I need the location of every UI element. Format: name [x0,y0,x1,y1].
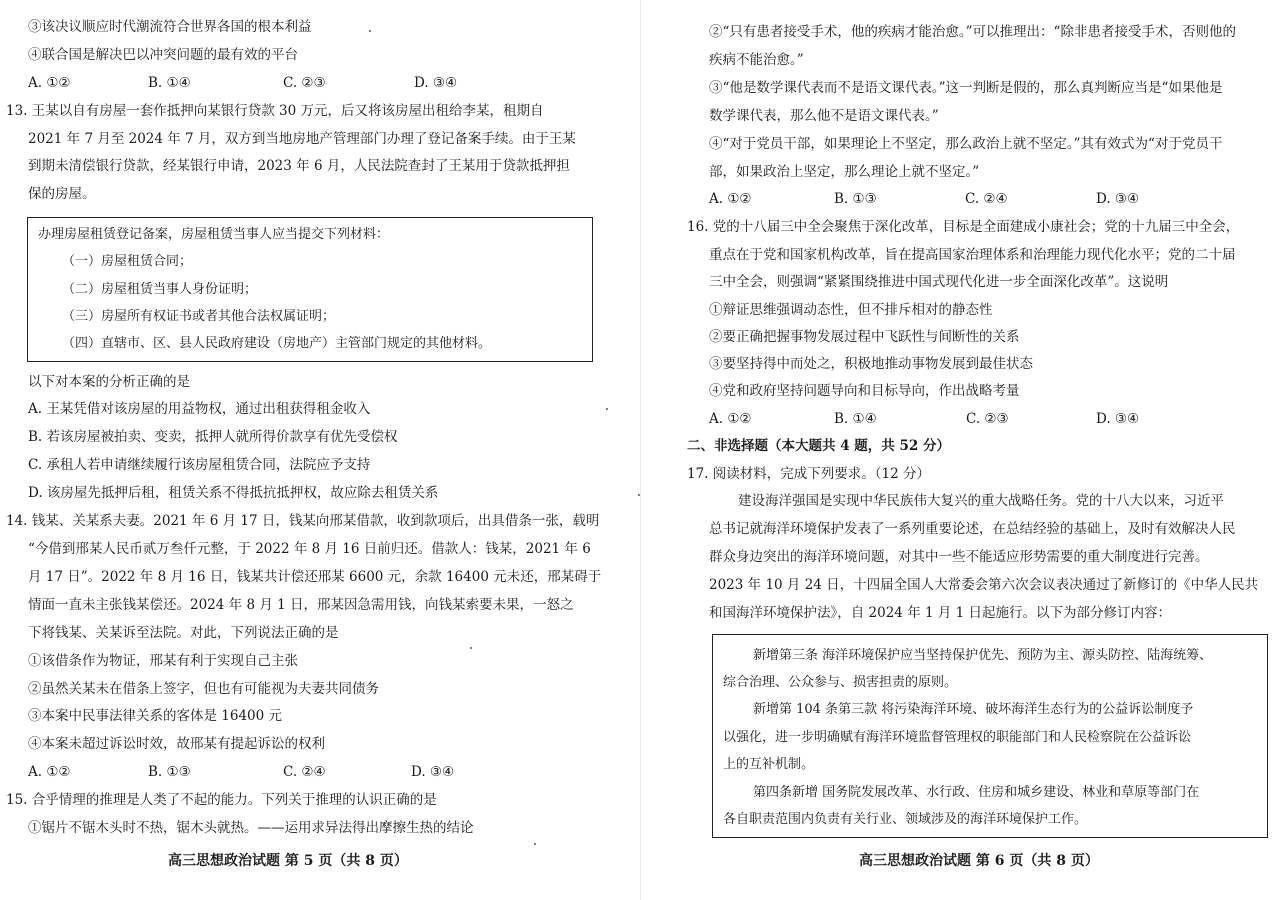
q13-option-a: A. 王某凭借对该房屋的用益物权，通过出租获得租金收入 [28,401,371,417]
q16-line-3: 三中全会，则强调“紧紧围绕推进中国式现代化进一步全面深化改革”。这说明 [709,274,1169,290]
q14-statement-4: ④本案未超过诉讼时效，故邢某有提起诉讼的权利 [28,736,325,752]
q16-choice-b: B. ①④ [834,411,877,427]
q14-line-3: 月 17 日”。2022 年 8 月 16 日，钱某共计偿还邢某 6600 元，余款 16400 元未还，邢某碍于 [28,569,602,585]
q15-choice-a: A. ①② [709,191,752,207]
section-2-heading: 二、非选择题（本大题共 4 题，共 52 分） [687,438,950,454]
q16-line-2: 重点在于党和国家机构改革，旨在提高国家治理体系和治理能力现代化水平；党的二十届 [709,247,1236,263]
q17-box-line-4: 以强化，进一步明确赋有海洋环境监督管理权的职能部门和人民检察院在公益诉讼 [723,730,1192,745]
q15-choice-d: D. ③④ [1096,191,1140,207]
page-5-footer: 高三思想政治试题 第 5 页（共 8 页） [168,853,408,869]
q17-box-line-3: 新增第 104 条第三款 将污染海洋环境、破坏海洋生态行为的公益诉讼制度予 [753,702,1194,717]
q15-statement-4-line-1: ④“对于党员干部，如果理论上不坚定，那么政治上就不坚定。”其有效式为“对于党员干 [709,136,1223,152]
q16-statement-1: ①辩证思维强调动态性，但不排斥相对的静态性 [709,302,993,318]
q14-statement-3: ③本案中民事法律关系的客体是 16400 元 [28,708,283,724]
q13-line-3: 到期未清偿银行贷款，经某银行申请，2023 年 6 月，人民法院查封了王某用于贷款抵押担 [28,158,570,174]
page-6 [641,0,1282,900]
q15-statement-4-line-2: 部，如果政治上坚定，那么理论上就不坚定。” [709,164,980,180]
q12-statement-3: ③该决议顺应时代潮流符合世界各国的根本利益 [28,19,312,35]
q15-choice-b: B. ①③ [834,191,877,207]
q16-choice-c: C. ②③ [966,411,1009,427]
q17-box-line-6: 第四条新增 国务院发展改革、水行政、住房和城乡建设、林业和草原等部门在 [753,785,1200,800]
q15-statement-2-line-1: ②“只有患者接受手术，他的疾病才能治愈。”可以推理出：“除非患者接受手术，否则他的 [709,24,1236,40]
scan-speck [638,494,640,496]
q12-choice-b: B. ①④ [148,75,191,91]
q16-statement-2: ②要正确把握事物发展过程中飞跃性与间断性的关系 [709,329,1020,345]
q17-material-line-3: 群众身边突出的海洋环境问题，对其中一些不能适应形势需要的重大制度进行完善。 [709,549,1209,565]
q15-statement-3-line-2: 数学课代表，那么他不是语文课代表。” [709,108,939,124]
q13-option-b: B. 若该房屋被拍卖、变卖，抵押人就所得价款享有优先受偿权 [28,429,398,445]
scan-speck [470,647,472,649]
q12-choice-c: C. ②③ [283,75,326,91]
q15-statement-2-line-2: 疾病不能治愈。” [709,52,804,68]
q13-line-2: 2021 年 7 月至 2024 年 7 月，双方到当地房地产管理部门办理了登记备案手续。由于王某 [28,131,576,147]
q17-box-line-7: 各自职责范围内负责有关行业、领域涉及的海洋环境保护工作。 [723,812,1088,827]
q17-material-line-5: 和国海洋环境保护法》，自 2024 年 1 月 1 日起施行。以下为部分修订内容： [709,605,1172,621]
q17-box-line-2: 综合治理、公众参与、损害担责的原则。 [723,675,958,690]
q14-line-1: 14. 钱某、关某系夫妻。2021 年 6 月 17 日，钱某向邢某借款，收到款项后，出具借条一张，载明 [6,513,600,529]
q14-line-2: “今借到邢某人民币贰万叁仟元整，于 2022 年 8 月 16 日前归还。借款人：钱某，2021 年 6 [28,541,591,557]
q13-box-line-1: 办理房屋租赁登记备案，房屋租赁当事人应当提交下列材料： [38,227,390,242]
q17-title: 17. 阅读材料，完成下列要求。（12 分） [687,466,930,482]
q13-box-line-2: （一）房屋租赁合同； [62,254,193,269]
q13-stem: 以下对本案的分析正确的是 [28,374,190,390]
q14-choice-a: A. ①② [28,764,71,780]
q15-statement-1: ①锯片不锯木头时不热，锯木头就热。——运用求异法得出摩擦生热的结论 [28,820,474,836]
q17-revision-box [712,634,1268,838]
page-5 [0,0,640,900]
q14-choice-b: B. ①③ [148,764,191,780]
q14-line-4: 情面一直未主张钱某偿还。2024 年 8 月 1 日，邢某因急需用钱，向钱某索要未果，一怒之 [28,597,574,613]
q16-choice-d: D. ③④ [1096,411,1140,427]
q15-choice-c: C. ②④ [965,191,1008,207]
q17-material-line-4: 2023 年 10 月 24 日，十四届全国人大常委会第六次会议表决通过了新修订的《中华人民共 [709,577,1259,593]
q13-box-line-4: （三）房屋所有权证书或者其他合法权属证明； [62,309,336,324]
q13-box-line-3: （二）房屋租赁当事人身份证明； [62,282,258,297]
q15-statement-3-line-1: ③“他是数学课代表而不是语文课代表。”这一判断是假的，那么真判断应当是“如果他是 [709,80,1223,96]
q14-line-5: 下将钱某、关某诉至法院。对此，下列说法正确的是 [28,625,339,641]
q17-box-line-1: 新增第三条 海洋环境保护应当坚持保护优先、预防为主、源头防控、陆海统筹、 [753,648,1213,663]
q16-choice-a: A. ①② [709,411,752,427]
q12-choice-d: D. ③④ [414,75,458,91]
q14-choice-c: C. ②④ [283,764,326,780]
q17-material-line-1: 建设海洋强国是实现中华民族伟大复兴的重大战略任务。党的十八大以来，习近平 [738,493,1224,509]
q14-choice-d: D. ③④ [411,764,455,780]
q14-statement-2: ②虽然关某未在借条上签字，但也有可能视为夫妻共同债务 [28,681,379,697]
q16-statement-4: ④党和政府坚持问题导向和目标导向，作出战略考量 [709,383,1020,399]
q12-statement-4: ④联合国是解决巴以冲突问题的最有效的平台 [28,47,298,63]
q16-statement-3: ③要坚持得中而处之，积极地推动事物发展到最佳状态 [709,356,1033,372]
q14-statement-1: ①该借条作为物证，邢某有利于实现自己主张 [28,653,298,669]
q16-line-1: 16. 党的十八届三中全会聚焦于深化改革，目标是全面建成小康社会；党的十九届三中全会， [687,219,1240,235]
scan-speck [534,843,536,845]
q15-line-1: 15. 合乎情理的推理是人类了不起的能力。下列关于推理的认识正确的是 [6,792,437,808]
scan-speck [369,30,371,32]
q17-box-line-5: 上的互补机制。 [723,757,815,772]
q13-line-4: 保的房屋。 [28,186,96,202]
q13-material-box [27,217,593,362]
q17-material-line-2: 总书记就海洋环境保护发表了一系列重要论述，在总结经验的基础上，及时有效解决人民 [709,521,1236,537]
q12-choice-a: A. ①② [28,75,71,91]
q13-option-c: C. 承租人若申请继续履行该房屋租赁合同，法院应予支持 [28,457,371,473]
scan-speck [606,408,608,410]
q13-box-line-5: （四）直辖市、区、县人民政府建设（房地产）主管部门规定的其他材料。 [62,336,492,351]
page-6-footer: 高三思想政治试题 第 6 页（共 8 页） [859,853,1099,869]
q13-option-d: D. 该房屋先抵押后租，租赁关系不得抵抗抵押权，故应除去租赁关系 [28,485,439,501]
q13-line-1: 13. 王某以自有房屋一套作抵押向某银行贷款 30 万元，后又将该房屋出租给李某，租期自 [6,103,544,119]
